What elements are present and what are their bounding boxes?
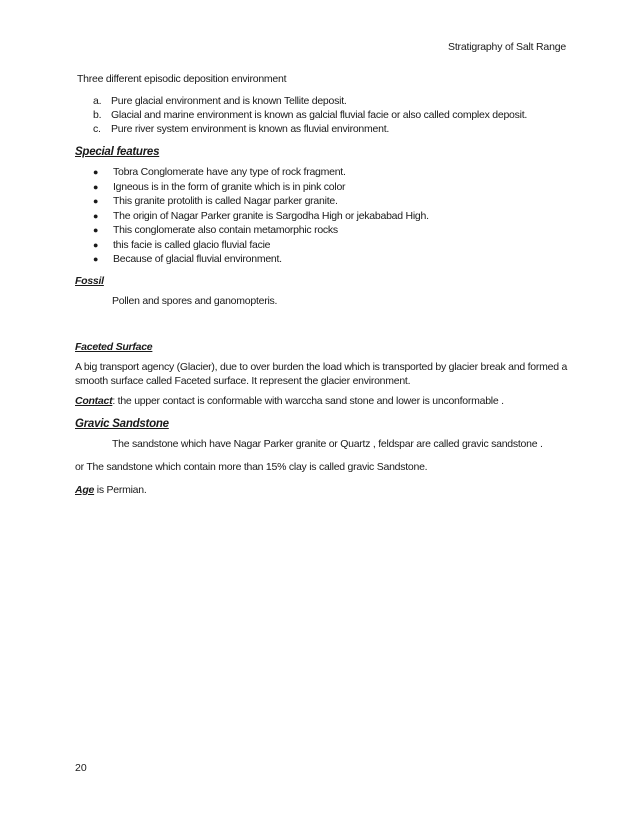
list-item-text: Because of glacial fluvial environment.: [113, 253, 282, 265]
environment-list: [75, 94, 575, 136]
list-item: [93, 180, 575, 195]
list-item-text: this facie is called glacio fluvial facie: [113, 238, 271, 251]
fossil-text: Pollen and spores and ganomopteris.: [112, 294, 278, 307]
list-item: [93, 165, 575, 180]
bullet-icon: ●: [93, 167, 99, 177]
gravic-sandstone-heading: Gravic Sandstone: [75, 417, 169, 430]
gravic-sandstone-line1: The sandstone which have Nagar Parker granite or Quartz , feldspar are called gravic sandstone .: [112, 437, 543, 450]
list-item-text: Igneous is in the form of granite which is in pink color: [113, 180, 346, 193]
special-features-heading: Special features: [75, 146, 160, 158]
list-item-text: The origin of Nagar Parker granite is Sargodha High or jekababad High.: [113, 209, 429, 222]
list-item-text: Tobra Conglomerate have any type of rock fragment.: [113, 166, 346, 178]
list-item: [93, 238, 575, 253]
bullet-icon: ●: [93, 225, 99, 235]
bullet-icon: ●: [93, 210, 99, 221]
bullet-icon: ●: [93, 196, 99, 206]
list-item: [93, 108, 575, 122]
list-item-text: This granite protolith is called Nagar parker granite.: [113, 195, 338, 207]
bullet-icon: ●: [93, 239, 99, 250]
list-item: [93, 122, 575, 136]
faceted-surface-heading: Faceted Surface: [75, 340, 153, 353]
list-marker: b.: [93, 109, 102, 121]
list-item: [93, 209, 575, 224]
gravic-sandstone-line2: or The sandstone which contain more than 15% clay is called gravic Sandstone.: [75, 460, 428, 473]
age-label: Age: [75, 483, 95, 496]
list-marker: c.: [93, 123, 101, 135]
intro-text: Three different episodic deposition environment: [77, 73, 287, 85]
bullet-icon: ●: [93, 254, 99, 264]
list-item: [93, 94, 575, 108]
list-item-text: Pure river system environment is known as fluvial environment.: [111, 123, 390, 135]
list-item: [93, 252, 575, 267]
fossil-heading: Fossil: [75, 274, 104, 287]
running-header: Stratigraphy of Salt Range: [448, 41, 566, 53]
contact-text: : the upper contact is conformable with warccha sand stone and lower is unconformable .: [112, 394, 504, 407]
page-body: [75, 72, 575, 497]
list-item-text: Glacial and marine environment is known as galcial fluvial facie or also called complex deposit.: [111, 109, 528, 121]
list-marker: a.: [93, 95, 102, 107]
page-number: 20: [75, 762, 87, 774]
list-item: [93, 194, 575, 209]
list-item-text: Pure glacial environment and is known Tellite deposit.: [111, 95, 347, 107]
age-paragraph: [75, 483, 575, 497]
contact-label: Contact: [75, 394, 113, 407]
bullet-icon: ●: [93, 181, 99, 192]
list-item: [93, 223, 575, 238]
age-text: is Permian.: [94, 483, 147, 496]
special-features-list: [75, 165, 575, 267]
list-item-text: This conglomerate also contain metamorphic rocks: [113, 224, 338, 236]
faceted-surface-text: A big transport agency (Glacier), due to over burden the load which is transported by glacier break and formed a smooth surface called Faceted surface. It represent the glacier environment.: [75, 360, 568, 387]
contact-paragraph: [75, 394, 575, 408]
